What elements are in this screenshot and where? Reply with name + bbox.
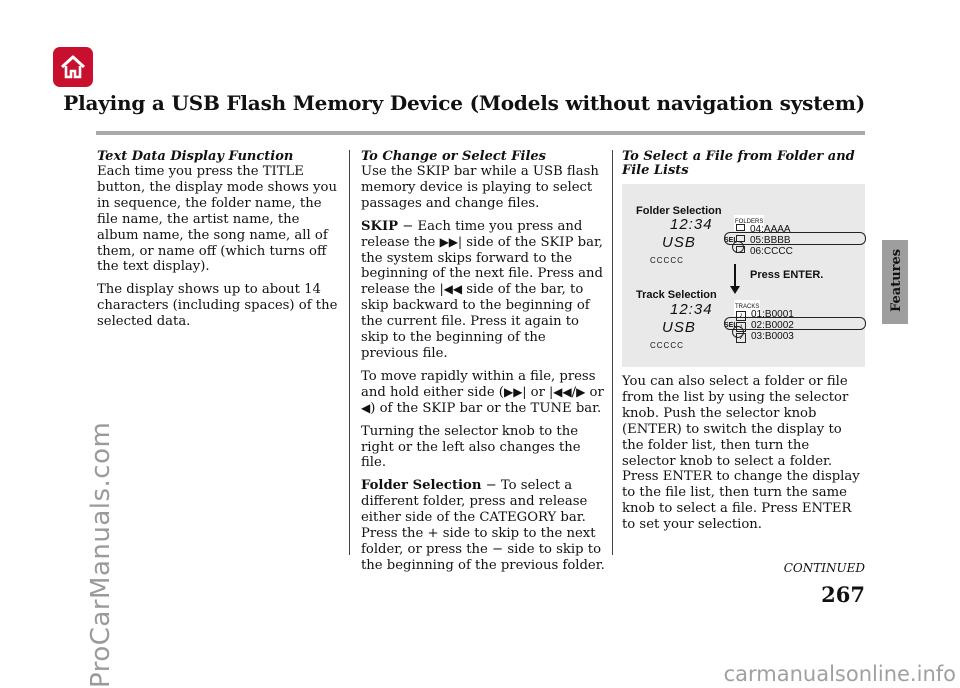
- paragraph-folder: Folder Selection − To select a different folder, press and release either side of the CATEGORY bar. Press the + side to skip to the next folder, or press the − side to skip to the beginning of the previous folder.: [361, 478, 605, 573]
- paragraph: You can also select a folder or file from the list by using the selector knob. Push the selector knob (ENTER) to switch the display to the folder list, then turn the selector knob to select a folder. Press ENTER to change the display to the file list, then turn the same knob to select a file. Press ENTER to set your selection.: [622, 374, 860, 533]
- lcd-folder-screen: [650, 215, 846, 263]
- folder-icon: [736, 246, 745, 253]
- column-change-files: [361, 150, 607, 581]
- folder-item: 06:CCCC: [736, 244, 793, 260]
- home-button[interactable]: [53, 47, 93, 87]
- page-number: 267: [821, 582, 865, 607]
- track-item: ♪ 01:B0001: [736, 307, 794, 323]
- arrow-head: [730, 286, 740, 294]
- track-item: ♪ 02:B0002: [736, 318, 794, 334]
- term-skip: SKIP: [361, 218, 399, 234]
- dash: −: [402, 218, 414, 234]
- lcd-track-screen: [650, 300, 846, 348]
- section-heading: To Select a File from Folder and File Lists: [622, 149, 855, 178]
- section-tab-features[interactable]: [882, 240, 908, 324]
- column-select-from-lists: [622, 150, 865, 540]
- skip-forward-icon: ▶▶|: [503, 384, 527, 399]
- folder-icon: [736, 224, 745, 231]
- sel-label: SEL: [724, 322, 738, 329]
- paragraph: Turning the selector knob to the right or the left also changes the file.: [361, 423, 581, 471]
- display-illustration: [622, 184, 865, 367]
- title-divider: [96, 131, 865, 135]
- home-icon: [59, 54, 87, 80]
- folders-tag: FOLDERS: [734, 215, 764, 231]
- watermark-side: ProCarManuals.com: [86, 421, 116, 688]
- paragraph-rapid: To move rapidly within a file, press and hold either side (▶▶| or |◀◀/▶ or ◀) of the SKIP bar or the TUNE bar.: [361, 368, 604, 416]
- paragraph-skip: SKIP − Each time you press and release the ▶▶| side of the SKIP bar, the system skips forward to the beginning of the next file. Press and release the |◀◀ side of the bar, to skip backward to the beginning of the current file. Press it again to skip to the beginning of the previous file.: [361, 218, 604, 361]
- plus-sign: +: [427, 526, 439, 542]
- folder-icon: [736, 235, 745, 242]
- track-item: ♪ 03:B0003: [736, 329, 794, 345]
- level-indicator: CCCCC: [650, 341, 684, 350]
- column-text-data: [97, 150, 340, 337]
- arrow-down-icon: [734, 264, 736, 288]
- column-divider: [612, 150, 613, 555]
- tracks-tag: TRACKS: [734, 300, 760, 316]
- section-heading: Text Data Display Function: [97, 149, 294, 164]
- paragraph: Use the SKIP bar while a USB flash memory device is playing to select passages and change files.: [361, 164, 599, 211]
- music-note-icon: ♪: [736, 311, 746, 321]
- track-selection-label: Track Selection: [636, 289, 717, 301]
- usb-indicator: USB: [662, 234, 696, 251]
- section-tab-label: Features: [889, 248, 904, 312]
- paragraph: Each time you press the TITLE button, the display mode shows you in sequence, the folder name, the file name, the artist name, the album name, the song name, all of them, or name off (which turns off the text display).: [97, 164, 337, 275]
- paragraph: The display shows up to about 14 characters (including spaces) of the selected data.: [97, 282, 338, 330]
- folder-selection-label: Folder Selection: [636, 205, 722, 217]
- column-divider: [349, 150, 350, 555]
- folder-item: 05:BBBB: [736, 233, 791, 249]
- minus-sign: −: [492, 541, 504, 557]
- clock-readout: 12:34: [670, 301, 713, 318]
- folder-item: 04:AAAA: [736, 222, 791, 238]
- music-note-icon: ♪: [736, 322, 746, 332]
- reverse-icon: ◀: [361, 400, 371, 415]
- music-note-icon: ♪: [736, 333, 746, 343]
- clock-readout: 12:34: [670, 216, 713, 233]
- skip-forward-icon: ▶▶|: [439, 234, 463, 249]
- watermark-bottom: carmanualsonline.info: [723, 662, 956, 686]
- sel-label: SEL: [724, 237, 738, 244]
- section-heading: To Change or Select Files: [361, 149, 546, 164]
- play-icon: ▶: [576, 384, 586, 399]
- skip-back-icon: |◀◀: [549, 384, 572, 399]
- term-folder-selection: Folder Selection: [361, 478, 482, 494]
- usb-indicator: USB: [662, 319, 696, 336]
- skip-back-icon: |◀◀: [439, 282, 463, 297]
- level-indicator: CCCCC: [650, 256, 684, 265]
- page-title: Playing a USB Flash Memory Device (Models without navigation system): [63, 91, 865, 115]
- press-enter-label: Press ENTER.: [750, 269, 824, 281]
- continued-label: CONTINUED: [783, 561, 865, 575]
